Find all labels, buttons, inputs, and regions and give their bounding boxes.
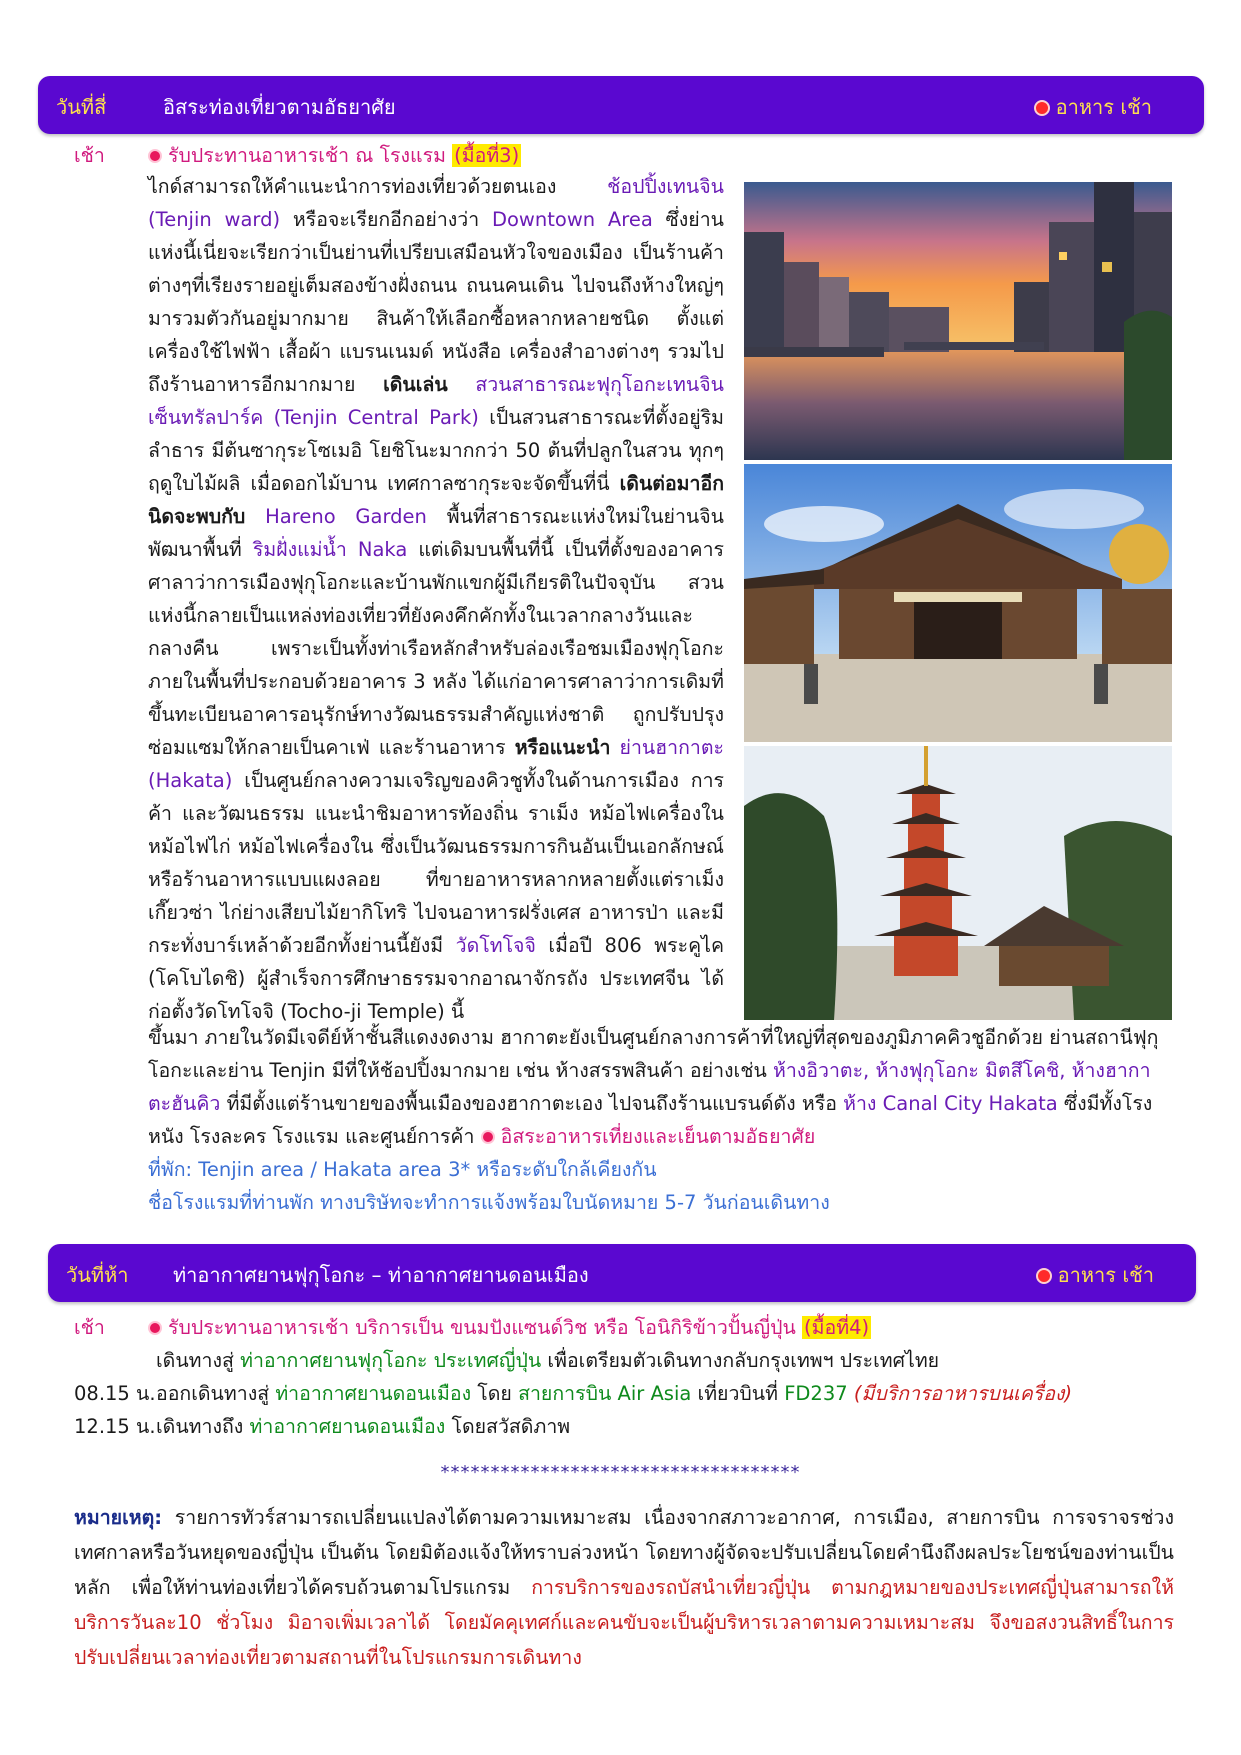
day5-t1-pre: ออกเดินทางสู่ — [156, 1382, 276, 1405]
day5-t1-flight: FD237 — [784, 1382, 848, 1405]
text-segment: เป็นศูนย์กลางความเจริญของคิวชูทั้งในด้านการเมือง การค้า และวัฒนธรรม แนะนำชิมอาหารท้องถิ่น ราเม็ง หม้อไฟเครื่องใน หม้อไฟไก่ หม้อไฟเครื่องใน ซึ่งเป็นวัฒนธรรมการกินอันเป็นเอกลักษณ์ หรือร้านอาหารแบบแผงลอย ที่ขายอาหารหลากหลายตั้งแต่ราเม็ง เกี๊ยวซ่า ไก่ย่างเสียบไม้ยากิโทริ ไปจนอาหารฝรั่งเศส อาหารป่า และมีกระทั่งบาร์เหล้าด้วยอีกทั้งย่านนี้ยังมี — [148, 769, 724, 957]
meal-icon — [1034, 100, 1050, 116]
day5-travel-pre: เดินทางสู่ — [156, 1349, 241, 1372]
text-segment: ซึ่งย่านแห่งนี้เนี่ยจะเรียกว่าเป็นย่านที่เปรียบเสมือนหัวใจของเมือง เป็นร้านค้าต่างๆที่เรียงรายอยู่เต็มสองข้างฝั่งถนน ถนนคนเดิน ไปจนถึงห้างใหญ่ๆมารวมตัวกันอยู่มากมาย สินค้าให้เลือกซื้อหลากหลายชนิด ตั้งแต่เครื่องใช้ไฟฟ้า เสื้อผ้า แบรนเนมด์ หนังสือ เครื่องสำอางต่างๆ รวมไปถึงร้านอาหารอีกมากมาย — [148, 208, 725, 396]
day5-travel-post: เพื่อเตรียมตัวเดินทางกลับกรุงเทพฯ ประเทศไทย — [541, 1349, 940, 1372]
text-segment: เดินเล่น — [383, 373, 448, 396]
day5-label: วันที่ห้า — [66, 1263, 129, 1287]
note-red-text: การบริการของรถบัสนำเที่ยวญี่ปุ่น ตามกฎหมายของประเทศญี่ปุ่นสามารถให้บริการวันละ10 ชั่วโมง มิอาจเพิ่มเวลาได้ โดยมัคคุเทศก์และคนขับจะเป็นผู้บริหารเวลาตามความเหมาะสม จึงขอสงวนสิทธิ์ในการปรับเปลี่ยนเวลาท่องเที่ยวตามสถานที่ในโปรแกรมการเดินทาง — [74, 1576, 1174, 1669]
day5-breakfast-count: (มื้อที่4) — [804, 1316, 870, 1339]
separator: ************************************ — [440, 1462, 801, 1483]
day4-label: วันที่สี่ — [56, 95, 107, 119]
text-segment: เมื่อปี 806 พระคูไค (โคโบไดชิ) ผู้สำเร็จการศึกษาธรรมจากอาณาจักรถัง ประเทศจีน ได้ก่อตั้งวัดโทโจจิ (Tocho-ji Temple) นี้ — [148, 934, 724, 1023]
photo-kushida-shrine — [744, 464, 1172, 742]
day5-t1-place: ท่าอากาศยานดอนเมือง — [275, 1382, 472, 1405]
text-segment: เป็นสวนสาธารณะที่ตั้งอยู่ริมลำธาร มีต้นซากุระโซเมอิ โยชิโนะมากกว่า 50 ต้นที่ปลูกในสวน ทุกๆฤดูใบไม้ผลิ เมื่อดอกไม้บาน เทศกาลซากุระจะจัดขึ้นที่นี่ — [148, 406, 724, 495]
day4-breakfast-count: (มื้อที่3) — [454, 144, 520, 167]
day5-t1-mid: โดย — [471, 1382, 519, 1405]
note-label: หมายเหตุ: — [74, 1506, 163, 1529]
day5-t1-meal: (มีบริการอาหารบนเครื่อง) — [847, 1382, 1073, 1405]
meal-icon — [148, 1321, 162, 1335]
day4-meal-text: อาหาร เช้า — [1055, 95, 1152, 119]
day5-title: ท่าอากาศยานฟุกุโอกะ – ท่าอากาศยานดอนเมือง — [173, 1263, 589, 1287]
meal-icon — [481, 1130, 495, 1144]
text-segment: พื้นที่สาธารณะแห่งใหม่ในย่านจิน พัฒนาพื้นที่ — [148, 505, 724, 561]
day5-t1-flight-pre: เที่ยวบินที่ — [691, 1382, 785, 1405]
text-segment: Hareno Garden — [245, 505, 427, 528]
text-segment: หรือแนะนำ — [514, 736, 611, 759]
text-segment: แต่เดิมบนพื้นที่นี้ เป็นที่ตั้งของอาคารศาลาว่าการเมืองฟุกุโอกะและบ้านพักแขกผู้มีเกียรติในปัจจุบัน สวนแห่งนี้กลายเป็นแหล่งท่องเที่ยวที่ยังคงคึกคักทั้งในเวลากลางวันและกลางคืน เพราะเป็นทั้งท่าเรือหลักสำหรับล่องเรือชมเมืองฟุกุโอกะ ภายในพื้นที่ประกอบด้วยอาคาร 3 หลัง ได้แก่อาคารศาลาว่าการเดิมที่ขึ้นทะเบียนอาคารอนุรักษ์ทางวัฒนธรรมสำคัญแห่งชาติ ถูกปรับปรุงซ่อมแซมให้กลายเป็นคาเฟ่ และร้านอาหาร — [148, 538, 724, 759]
day5-travel-place: ท่าอากาศยานฟุกุโอกะ ประเทศญี่ปุ่น — [240, 1349, 542, 1372]
text-segment: Downtown Area — [491, 208, 653, 231]
day4-free-meal: อิสระอาหารเที่ยงและเย็นตามอัธยาศัย — [500, 1125, 816, 1148]
day4-hotel: ที่พัก: Tenjin area / Hakata area 3* หรือระดับใกล้เคียงกัน — [148, 1158, 657, 1181]
day4-hotel-notice: ชื่อโรงแรมที่ท่านพัก ทางบริษัทจะทำการแจ้งพร้อมใบนัดหมาย 5-7 วันก่อนเดินทาง — [148, 1191, 830, 1214]
day5-t2-line — [156, 1410, 570, 1443]
text-segment: ที่มีตั้งแต่ร้านขายของพื้นเมืองของฮากาตะเอง ไปจนถึงร้านแบรนด์ดัง หรือ — [220, 1092, 844, 1115]
text-segment: เดินต่อมาอีกนิดจะพบกับ — [148, 472, 724, 528]
text-segment: ซึ่งมีทั้งโรงหนัง โรงละคร โรงแรม และศูนย์การค้า — [148, 1092, 1153, 1148]
note-block — [74, 1500, 1174, 1675]
day4-paragraph — [148, 170, 724, 1028]
meal-icon — [1036, 1268, 1052, 1284]
text-segment: ห้างอิวาตะ, ห้างฟุกุโอกะ มิตสึโคชิ, ห้างฮากาตะฮันคิว — [148, 1059, 1151, 1115]
day5-t1-airline: สายการบิน Air Asia — [518, 1382, 692, 1405]
text-segment: วัดโทโจจิ — [455, 934, 536, 957]
meal-icon — [148, 149, 162, 163]
day4-breakfast: รับประทานอาหารเช้า ณ โรงแรม — [168, 144, 446, 167]
text-segment: ย่านฮากาตะ (Hakata) — [148, 736, 724, 792]
day4-paragraph-text — [148, 170, 724, 1028]
photo-fukuoka-river-sunset — [744, 182, 1172, 460]
note-text: รายการทัวร์สามารถเปลี่ยนแปลงได้ตามความเหมาะสม เนื่องจากสภาวะอากาศ, การเมือง, สายการบิน การจราจรช่วงเทศกาลหรือวันหยุดของญี่ปุ่น เป็นต้น โดยมิต้องแจ้งให้ทราบล่วงหน้า โดยทางผู้จัดจะปรับเปลี่ยนโดยคำนึงถึงผลประโยชน์ของท่านเป็นหลัก เพื่อให้ท่านท่องเที่ยวได้ครบถ้วนตามโปรแกรม — [74, 1506, 1174, 1599]
day5-time-label: เช้า — [74, 1316, 105, 1339]
text-segment: หรือจะเรียกอีกอย่างว่า — [280, 208, 492, 231]
day4-paragraph-continued — [148, 1021, 1168, 1219]
day5-t2-post: โดยสวัสดิภาพ — [445, 1415, 571, 1438]
text-segment: ขึ้นมา ภายในวัดมีเจดีย์ห้าชั้นสีแดงงดงาม ฮากาตะยังเป็นศูนย์กลางการค้าที่ใหญ่ที่สุดของภูมิภาคคิวชูอีกด้วย ย่านสถานีฟุกุโอกะและย่าน Tenjin มีที่ให้ช้อปปิ้งมากมาย เช่น ห้างสรรพสินค้า อย่างเช่น — [148, 1026, 1159, 1082]
day4-meal — [1034, 91, 1152, 123]
text-segment: ไกด์สามารถให้คำแนะนำการท่องเที่ยวด้วยตนเอง — [148, 175, 608, 198]
day5-travel-line — [156, 1344, 939, 1377]
day5-breakfast-line — [148, 1311, 871, 1344]
day5-meal-text: อาหาร เช้า — [1057, 1263, 1154, 1287]
day4-header-bar — [38, 76, 1204, 134]
day4-time-label: เช้า — [74, 144, 105, 167]
day5-t1-line — [156, 1377, 1072, 1410]
day5-header-bar — [48, 1244, 1196, 1302]
day5-t1-time: 08.15 น. — [74, 1382, 156, 1405]
text-segment: สวนสาธารณะฟุกุโอกะเทนจินเซ็นทรัลปาร์ค (Tenjin Central Park) — [148, 373, 724, 429]
day5-t2-place: ท่าอากาศยานดอนเมือง — [249, 1415, 446, 1438]
text-segment: ริมฝั่งแม่น้ำ Naka — [252, 538, 408, 561]
text-segment: ช้อปปิ้งเทนจิน (Tenjin ward) — [148, 175, 724, 231]
text-segment: ห้าง Canal City Hakata — [843, 1092, 1058, 1115]
day4-breakfast-line — [148, 139, 521, 172]
day4-title: อิสระท่องเที่ยวตามอัธยาศัย — [163, 95, 396, 119]
photo-tochoji-pagoda — [744, 746, 1172, 1020]
day5-breakfast: รับประทานอาหารเช้า บริการเป็น ขนมปังแซนด์วิช หรือ โอนิกิริข้าวปั้นญี่ปุ่น — [168, 1316, 796, 1339]
day5-t2-time: 12.15 น. — [74, 1415, 156, 1438]
day5-meal — [1036, 1259, 1154, 1291]
day5-t2-pre: เดินทางถึง — [156, 1415, 250, 1438]
